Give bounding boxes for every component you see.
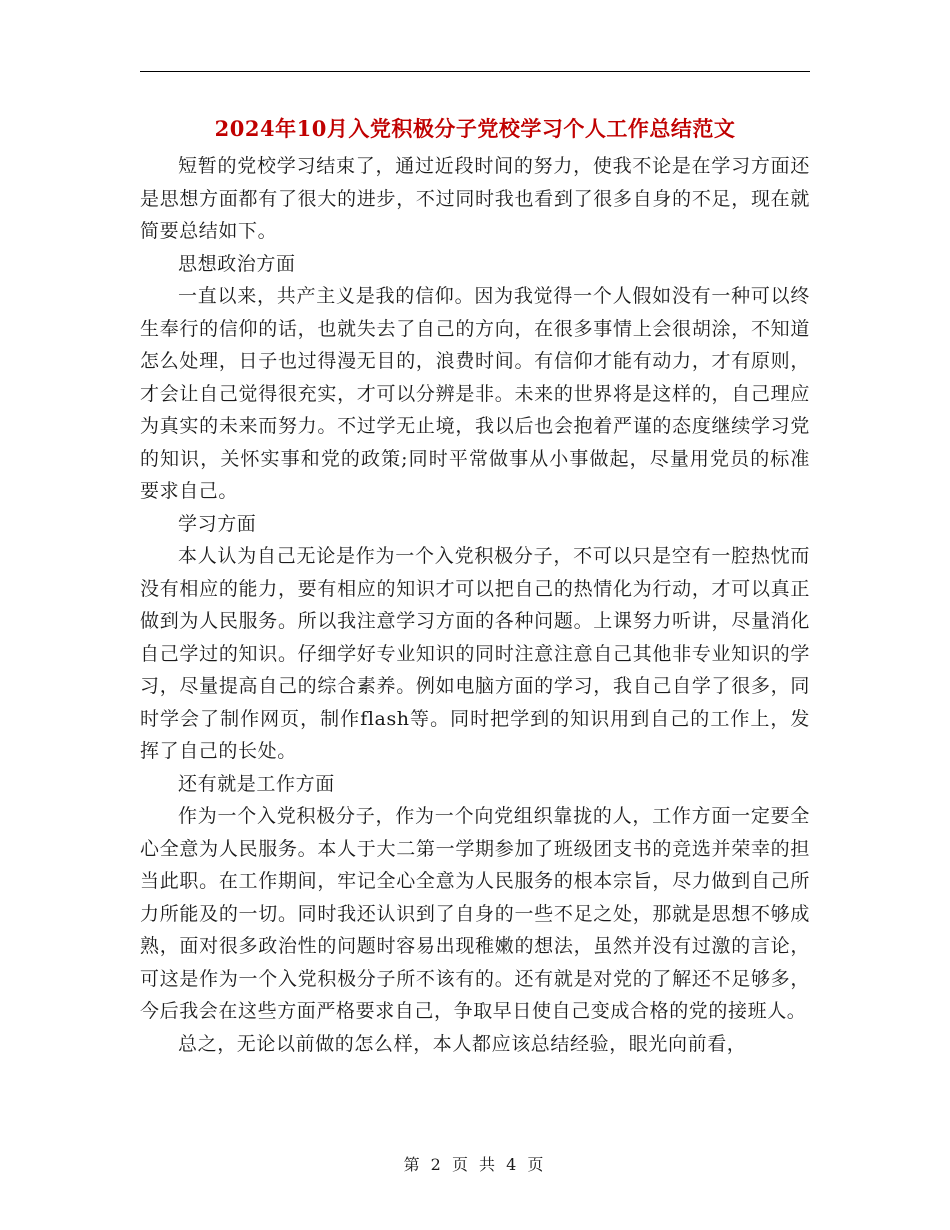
paragraph-intro: 短暂的党校学习结束了，通过近段时间的努力，使我不论是在学习方面还是思想方面都有了很大的进步，不过同时我也看到了很多自身的不足，现在就简要总结如下。 [140,155,810,242]
section-heading-ideology: 思想政治方面 [178,252,296,275]
header-rule [140,71,810,72]
paragraph-work: 作为一个入党积极分子，作为一个向党组织靠拢的人，工作方面一定要全心全意为人民服务。本人于大二第一学期参加了班级团支书的竞选并荣幸的担当此职。在工作期间，牢记全心全意为人民服务的根本宗旨，尽力做到自己所力所能及的一切。同时我还认识到了自身的一些不足之处，那就是思想不够成熟，面对很多政治性的问题时容易出现稚嫩的想法，虽然并没有过激的言论，可这是作为一个入党积极分子所不该有的。还有就是对党的了解还不足够多，今后我会在这些方面严格要求自己，争取早日使自己变成合格的党的接班人。 [140,805,810,1022]
page-number: 第 2 页 共 4 页 [403,1155,547,1174]
section-heading-study: 学习方面 [178,512,257,535]
paragraph-conclusion: 总之，无论以前做的怎么样，本人都应该总结经验，眼光向前看， [178,1032,747,1055]
document-body [140,150,810,1060]
paragraph-study: 本人认为自己无论是作为一个入党积极分子，不可以只是空有一腔热忱而没有相应的能力，要有相应的知识才可以把自己的热情化为行动，才可以真正做到为人民服务。所以我注意学习方面的各种问题。上课努力听讲，尽量消化自己学过的知识。仔细学好专业知识的同时注意注意自己其他非专业知识的学习，尽量提高自己的综合素养。例如电脑方面的学习，我自己自学了很多，同时学会了制作网页，制作flash等。同时把学到的知识用到自己的工作上，发挥了自己的长处。 [140,545,810,762]
section-heading-work: 还有就是工作方面 [178,772,335,795]
paragraph-ideology: 一直以来，共产主义是我的信仰。因为我觉得一个人假如没有一种可以终生奉行的信仰的话，也就失去了自己的方向，在很多事情上会很胡涂，不知道怎么处理，日子也过得漫无目的，浪费时间。有信仰才能有动力，才有原则，才会让自己觉得很充实，才可以分辨是非。未来的世界将是这样的，自己理应为真实的未来而努力。不过学无止境，我以后也会抱着严谨的态度继续学习党的知识，关怀实事和党的政策;同时平常做事从小事做起，尽量用党员的标准要求自己。 [140,285,810,502]
document-title: 2024年10月入党积极分子党校学习个人工作总结范文 [214,116,736,141]
